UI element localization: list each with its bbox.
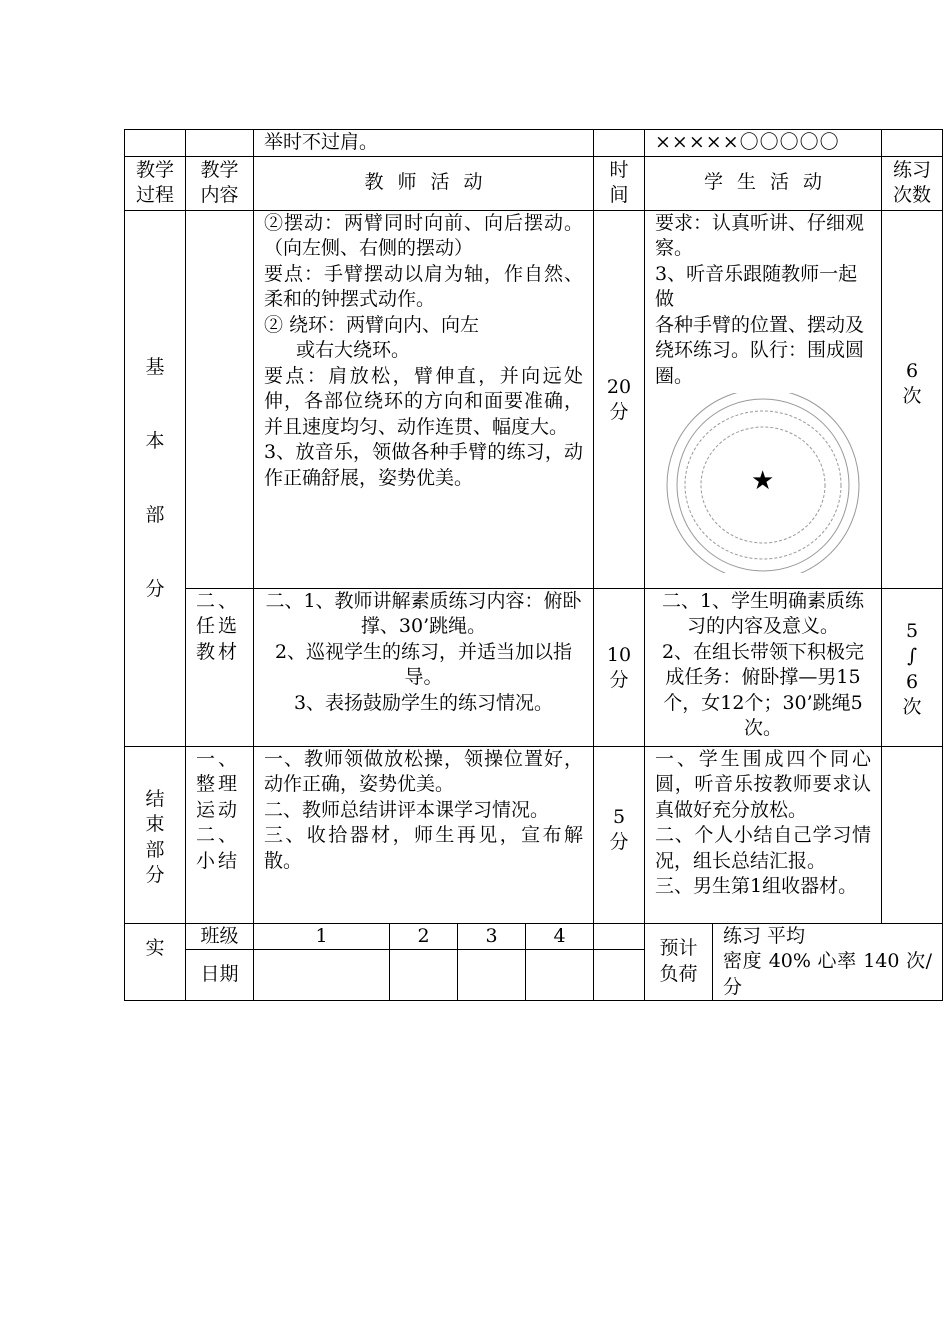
student-formation-text: ×××××〇〇〇〇〇: [645, 130, 882, 157]
date-cell: [458, 950, 526, 1001]
end-section-label: 结 束 部 分: [125, 746, 186, 923]
load-description: [713, 923, 943, 1001]
cell-empty: [594, 923, 645, 950]
lesson-plan-table: [124, 129, 943, 1001]
teacher-activity-cell: [254, 210, 594, 588]
student-activity-cell: [645, 746, 882, 923]
teacher-line: 2、巡视学生的练习，并适当加以指导。: [274, 640, 573, 688]
teacher-line: 二、1、教师讲解素质练习内容：俯卧撑、30’跳绳。: [265, 589, 582, 637]
end-section-row: [125, 746, 943, 923]
student-line: 三、男生第1组收器材。: [655, 875, 858, 897]
cell-empty: [882, 746, 943, 923]
label-char: 分: [145, 578, 165, 600]
count-cell: 5 ∫ 6 次: [882, 588, 943, 746]
content-cell: 二、 任选 教材: [186, 588, 254, 746]
student-line: 一、学生围成四个同心圆，听音乐按教师要求认真做好充分放松。: [655, 747, 872, 821]
student-line: 2、在组长带领下积极完成任务：俯卧撑—男15个，女12个；30’跳绳5次。: [661, 640, 865, 739]
count-cell: 6 次: [882, 210, 943, 588]
footer-class-row: [125, 923, 943, 950]
footer-label: 实: [125, 923, 186, 1001]
continuation-row: [125, 130, 943, 157]
header-student: [645, 156, 882, 210]
header-teacher-char: 教: [364, 171, 384, 194]
circle-formation-diagram: [655, 393, 871, 573]
teacher-item-continued: 或右大绕环。: [296, 339, 411, 361]
class-number: 3: [458, 923, 526, 950]
header-teacher-char: 动: [463, 171, 483, 194]
student-activity-cell: [645, 588, 882, 746]
teacher-line: 二、教师总结讲评本课学习情况。: [264, 798, 550, 821]
student-line: 要求：认真听讲、仔细观察。: [655, 211, 865, 259]
teacher-line: 要点：手臂摆动以肩为轴，作自然、柔和的钟摆式动作。: [264, 262, 584, 310]
header-process: 教学 过程: [125, 156, 186, 210]
teacher-position-star-icon: ★: [751, 466, 775, 496]
label-char: 本: [145, 430, 165, 452]
header-row: [125, 156, 943, 210]
header-teacher-char: 活: [430, 171, 450, 194]
teacher-line: 要点：肩放松，臂伸直，并向远处伸，各部位绕环的方向和面要准确，并且速度均匀、动作连贯、幅度大。: [264, 364, 584, 438]
cell-empty: [882, 130, 943, 157]
teacher-line: ②摆动：两臂同时向前、向后摆动。（向左侧、右侧的摆动）: [264, 211, 584, 259]
student-line: 二、个人小结自己学习情况，组长总结汇报。: [655, 824, 872, 872]
header-student-char: 活: [770, 171, 790, 194]
teacher-activity-cell: [254, 746, 594, 923]
time-cell: 5 分: [594, 746, 645, 923]
student-activity-cell: [645, 210, 882, 588]
content-cell: 一、 整理 运动 二、 小结: [186, 746, 254, 923]
basic-row-2: [125, 588, 943, 746]
header-teacher: [254, 156, 594, 210]
load-line: 密度 40% 心率 140 次/分: [723, 950, 933, 998]
class-label: 班级: [186, 923, 254, 950]
header-teacher-char: 师: [397, 171, 417, 194]
cell-empty: [594, 130, 645, 157]
cell-empty: [594, 950, 645, 1001]
header-count: 练习 次数: [882, 156, 943, 210]
teacher-tail-text: 举时不过肩。: [254, 130, 594, 157]
header-time: 时 间: [594, 156, 645, 210]
basic-row-1: [125, 210, 943, 588]
teacher-line: 三、收拾器材，师生再见，宣布解散。: [264, 824, 584, 872]
label-char: 基: [145, 356, 165, 378]
teacher-activity-cell: [254, 588, 594, 746]
label-char: 部: [145, 504, 165, 526]
teacher-line: 3、放音乐，领做各种手臂的练习，动作正确舒展，姿势优美。: [264, 441, 584, 489]
header-content: 教学 内容: [186, 156, 254, 210]
teacher-line: 3、表扬鼓励学生的练习情况。: [293, 691, 554, 714]
class-number: 1: [254, 923, 390, 950]
teacher-item: ② 绕环：两臂向内、向左: [264, 313, 480, 336]
header-student-char: 生: [737, 171, 757, 194]
student-line: 绕环练习。队行：围成圆圈。: [655, 339, 865, 387]
time-cell: 10 分: [594, 588, 645, 746]
cell-empty: [125, 130, 186, 157]
class-number: 4: [526, 923, 594, 950]
cell-empty: [186, 210, 254, 588]
load-label: 预计 负荷: [645, 923, 713, 1001]
header-student-char: 动: [803, 171, 823, 194]
basic-section-label: [125, 210, 186, 746]
class-number: 2: [390, 923, 458, 950]
date-cell: [526, 950, 594, 1001]
header-student-char: 学: [703, 171, 723, 194]
student-line: 二、1、学生明确素质练习的内容及意义。: [661, 589, 865, 637]
time-cell: 20 分: [594, 210, 645, 588]
teacher-line: 一、教师领做放松操，领操位置好，动作正确，姿势优美。: [264, 747, 584, 795]
cell-empty: [186, 130, 254, 157]
load-line: 练习 平均: [723, 924, 806, 947]
date-cell: [390, 950, 458, 1001]
date-cell: [254, 950, 390, 1001]
date-label: 日期: [186, 950, 254, 1001]
student-line: 各种手臂的位置、摆动及: [655, 313, 865, 336]
student-line: 3、听音乐跟随教师一起做: [655, 262, 858, 310]
